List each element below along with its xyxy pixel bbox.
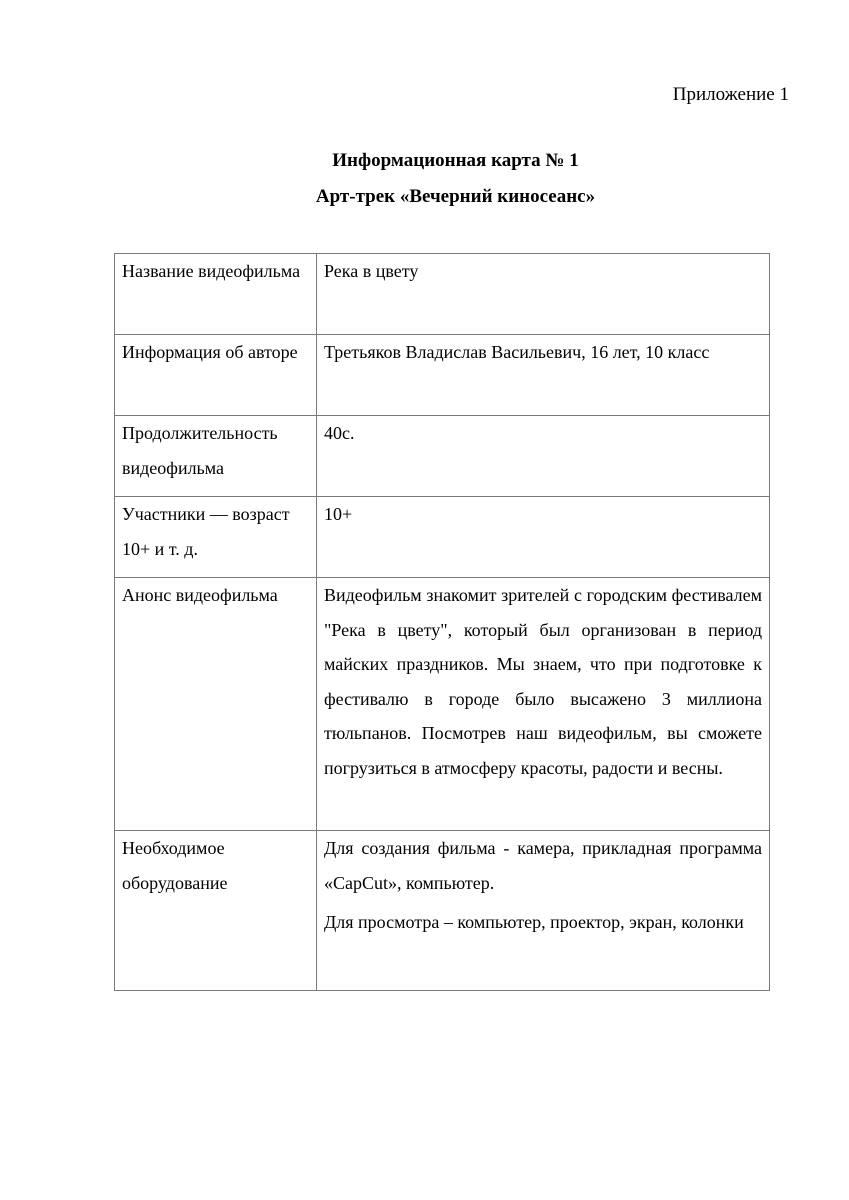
document-subtitle: Арт-трек «Вечерний киносеанс»: [315, 186, 596, 207]
table-row: [115, 831, 770, 991]
row-value-title: Река в цвету: [317, 254, 770, 335]
info-card-table: [114, 253, 770, 991]
row-label-announcement: Анонс видеофильма: [115, 578, 317, 831]
row-value-author: Третьяков Владислав Васильевич, 16 лет, 10 класс: [317, 335, 770, 416]
row-value-participants: 10+: [317, 497, 770, 578]
appendix-label: Приложение 1: [672, 84, 789, 105]
row-label-author: Информация об автоpe: [115, 335, 317, 416]
row-label-participants: Участники — возраст 10+ и т. д.: [115, 497, 317, 578]
row-value-equipment: [317, 831, 770, 991]
table-row: [115, 578, 770, 831]
row-label-duration: Продолжительность видеофильма: [115, 416, 317, 497]
row-value-announcement: Видеофильм знакомит зрителей с городским фестивалем "Река в цвету", который был организован в период майских праздников. Мы знаем, что при подготовке к фестивалю в городе было высажено 3 миллиона тюльпанов. Посмотрев наш видеофильм, вы сможете погрузиться в атмосферу красоты, радости и весны.: [317, 578, 770, 831]
table-row: [115, 254, 770, 335]
table-row: [115, 335, 770, 416]
equipment-viewing-text: Для просмотра – компьютер, проектор, экран, колонки: [324, 912, 744, 932]
equipment-creation-text: Для создания фильма - камера, прикладная программа «CapCut», компьютер.: [324, 838, 762, 893]
row-label-equipment: Необходимое оборудование: [115, 831, 317, 991]
table-row: [115, 416, 770, 497]
row-value-duration: 40с.: [317, 416, 770, 497]
row-label-title: Название видеофильма: [115, 254, 317, 335]
document-title: Информационная карта № 1: [332, 150, 579, 171]
table-row: [115, 497, 770, 578]
